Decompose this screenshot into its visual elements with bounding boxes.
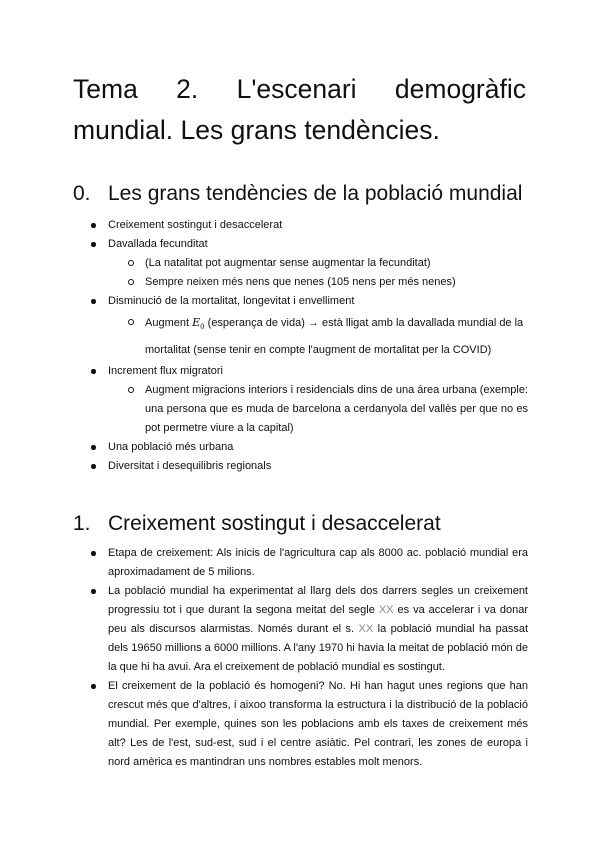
page-title: Tema 2. L'escenari demogràfic mundial. Les grans tendències. [73, 74, 526, 145]
paragraph-text: El creixement de la població és homogeni? No. Hi han hagut unes regions que han crescut més que d'altres, i aixoo transforma la estructura i la distribució de la població mundial. Per exemple, quines son les poblacions amb els taxes de creixement més alt? Les de l'est, sud-est, sud i el centre asiàtic. Pel contrari, les zones de europa i nord amèrica es mantindran uns nombres estables molt menors. [108, 680, 528, 768]
paragraph-text: es va accelerar i va donar peu als discursos alarmistas. Només durant el s. [108, 604, 528, 635]
section-1-number: 1. [73, 512, 91, 535]
list-item-text: Creixement sostingut i desaccelerat [108, 219, 283, 231]
sub-list-item-text: (esperança de vida) → està lligat amb la davallada mundial de la mortalitat (sense tenir en compte l'augment de mortalitat per la COVID) [145, 317, 524, 356]
list-item [90, 362, 528, 438]
sub-list-item [128, 311, 528, 362]
list-item [90, 544, 528, 582]
section-1-heading [73, 511, 441, 537]
list-item [90, 457, 528, 476]
list-item-text: Disminució de la mortalitat, longevitat i envelliment [108, 295, 355, 307]
sub-list-item [128, 273, 528, 292]
list-item-text: Una població més urbana [108, 441, 234, 453]
paragraph-text: la població mundial ha passat dels 19650 millions a 6000 millions. A l'any 1970 hi havia la meitat de població món de la que hi ha avui. Ara el creixement de població mundial es sostingut. [108, 623, 528, 673]
list-item-text: Davallada fecunditat [108, 238, 208, 250]
list-item [90, 582, 528, 677]
section-1-title: Creixement sostingut i desaccelerat [108, 512, 441, 535]
section-0-list [90, 216, 528, 476]
paragraph-text: La població mundial ha experimentat al llarg dels dos darrers segles un creixement progressiu tot i que durant la segona meitat del segle [108, 585, 528, 616]
century-numeral: XX [358, 623, 374, 635]
list-item [90, 235, 528, 292]
list-item-text: Increment flux migratori [108, 365, 223, 377]
sub-list-item-text: Sempre neixen més nens que nenes (105 nens per més nenes) [145, 276, 456, 288]
section-1-list [90, 544, 528, 772]
sub-list [128, 381, 528, 438]
list-item-text: Diversitat i desequilibris regionals [108, 460, 272, 472]
section-0-number: 0. [73, 182, 91, 205]
sub-list-item-text: Augment [145, 317, 190, 329]
sub-list-item-text: (La natalitat pot augmentar sense augmentar la fecunditat) [145, 257, 431, 269]
paragraph-text: Etapa de creixement: Als inicis de l'agricultura cap als 8000 ac. població mundial era aproximadament de 5 milions. [108, 547, 528, 578]
sub-list [128, 311, 528, 362]
list-item [90, 216, 528, 235]
list-item [90, 292, 528, 362]
sub-list-item [128, 381, 528, 438]
section-0-title: Les grans tendències de la població mundial [108, 182, 523, 205]
sub-list-item-text: Augment migracions interiors i residencials dins de una área urbana (exemple: una persona que es muda de barcelona a cerdanyola del vallès per que no es pot permetre viure a la capital) [145, 384, 528, 434]
life-expectancy-symbol: $E_0$ [192, 316, 205, 331]
sub-list-item [128, 254, 528, 273]
section-0-heading [73, 181, 522, 207]
century-numeral: XX [378, 604, 394, 616]
list-item [90, 677, 528, 772]
sub-list [128, 254, 528, 292]
list-item [90, 438, 528, 457]
